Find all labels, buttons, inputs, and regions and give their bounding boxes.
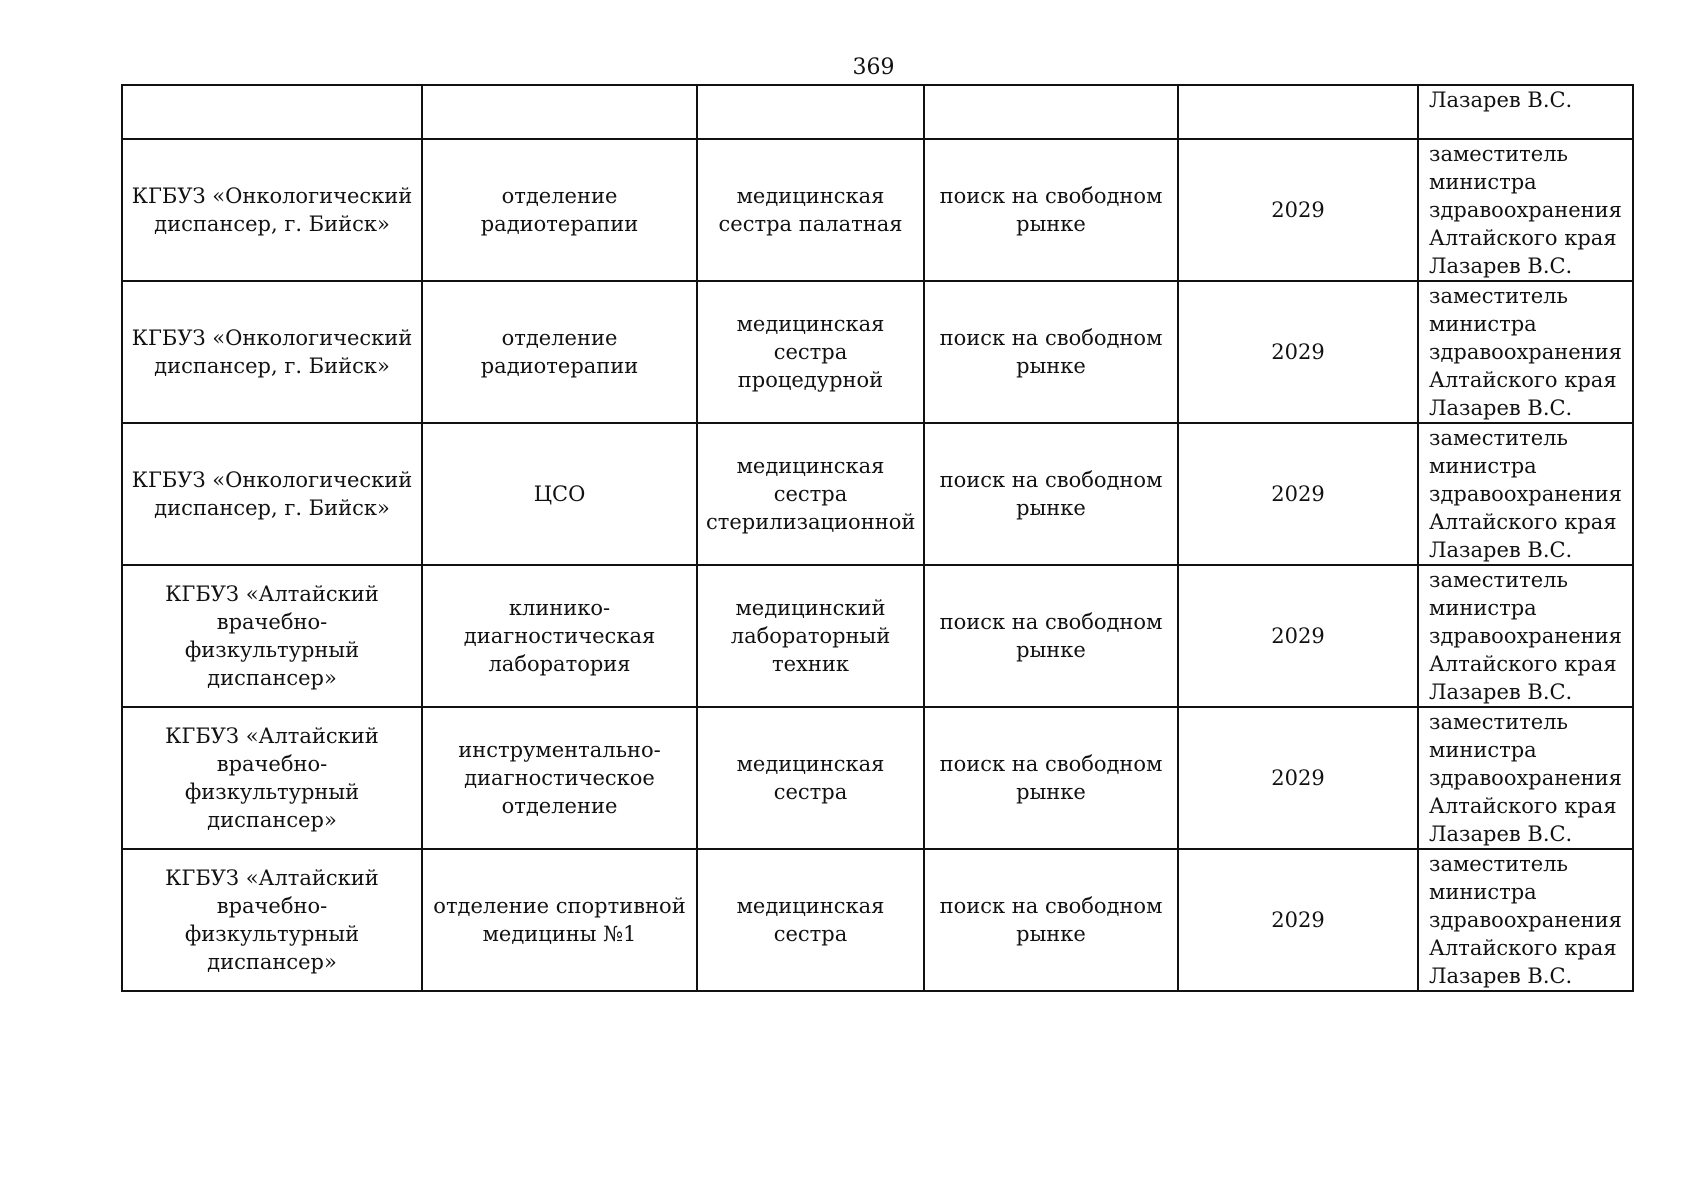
position-line: техник bbox=[771, 652, 849, 676]
signatory-line: заместитель bbox=[1429, 710, 1568, 734]
department-cell bbox=[422, 139, 697, 281]
department-line: клинико- bbox=[508, 596, 611, 620]
year-cell: 2029 bbox=[1178, 139, 1418, 281]
organization-line: КГБУЗ «Алтайский bbox=[165, 866, 379, 890]
position-cell bbox=[697, 281, 924, 423]
method-cell bbox=[924, 423, 1178, 565]
department-cell bbox=[422, 281, 697, 423]
signatory-line: здравоохранения bbox=[1429, 908, 1622, 932]
position-line: медицинская bbox=[736, 454, 885, 478]
position-line: медицинская bbox=[736, 312, 885, 336]
table-row bbox=[122, 281, 1633, 423]
year-cell: 2029 bbox=[1178, 281, 1418, 423]
organization-line: КГБУЗ «Алтайский bbox=[165, 724, 379, 748]
department-line: ЦСО bbox=[533, 482, 586, 506]
department-line: радиотерапии bbox=[480, 212, 639, 236]
department-line: отделение спортивной bbox=[433, 894, 686, 918]
method-cell bbox=[924, 849, 1178, 991]
signatory-line: заместитель bbox=[1429, 568, 1568, 592]
table-row bbox=[122, 707, 1633, 849]
organization-cell bbox=[122, 85, 422, 139]
signatory-line: Лазарев В.С. bbox=[1429, 538, 1573, 562]
signatory-line: министра bbox=[1429, 454, 1537, 478]
organization-line: диспансер» bbox=[207, 808, 337, 832]
position-cell bbox=[697, 423, 924, 565]
organization-line: диспансер, г. Бийск» bbox=[154, 496, 390, 520]
organization-line: КГБУЗ «Онкологический bbox=[131, 326, 413, 350]
position-line: медицинская bbox=[736, 752, 885, 776]
signatory-cell bbox=[1418, 849, 1633, 991]
year-cell: 2029 bbox=[1178, 423, 1418, 565]
signatory-line: заместитель bbox=[1429, 852, 1568, 876]
position-line: стерилизационной bbox=[706, 510, 916, 534]
department-line: диагностическое bbox=[464, 766, 655, 790]
table-row bbox=[122, 139, 1633, 281]
signatory-line: здравоохранения bbox=[1429, 198, 1622, 222]
organization-line: врачебно-физкультурный bbox=[184, 894, 360, 946]
signatory-line: Алтайского края bbox=[1429, 936, 1617, 960]
signatory-line: министра bbox=[1429, 312, 1537, 336]
method-cell bbox=[924, 707, 1178, 849]
signatory-cell bbox=[1418, 139, 1633, 281]
organization-line: диспансер» bbox=[207, 950, 337, 974]
department-line: лаборатория bbox=[488, 652, 631, 676]
signatory-cell: Лазарев В.С. bbox=[1418, 85, 1633, 139]
organization-cell bbox=[122, 849, 422, 991]
organization-cell bbox=[122, 707, 422, 849]
signatory-line: министра bbox=[1429, 738, 1537, 762]
method-line: поиск на свободном bbox=[939, 468, 1163, 492]
position-line: сестра bbox=[773, 482, 848, 506]
method-line: поиск на свободном bbox=[939, 184, 1163, 208]
position-line: сестра bbox=[773, 922, 848, 946]
method-line: рынке bbox=[1016, 922, 1086, 946]
organization-cell bbox=[122, 565, 422, 707]
organization-line: диспансер, г. Бийск» bbox=[154, 212, 390, 236]
method-cell bbox=[924, 565, 1178, 707]
method-line: поиск на свободном bbox=[939, 610, 1163, 634]
signatory-line: министра bbox=[1429, 170, 1537, 194]
department-cell bbox=[422, 423, 697, 565]
method-line: рынке bbox=[1016, 780, 1086, 804]
page-number: 369 bbox=[852, 55, 895, 80]
signatory-line: Лазарев В.С. bbox=[1429, 680, 1573, 704]
signatory-line: министра bbox=[1429, 880, 1537, 904]
signatory-line: здравоохранения bbox=[1429, 482, 1622, 506]
signatory-cell bbox=[1418, 565, 1633, 707]
signatory-line: министра bbox=[1429, 596, 1537, 620]
signatory-line: Алтайского края bbox=[1429, 226, 1617, 250]
position-line: сестра bbox=[773, 340, 848, 364]
position-cell bbox=[697, 85, 924, 139]
method-line: поиск на свободном bbox=[939, 752, 1163, 776]
table-row bbox=[122, 565, 1633, 707]
signatory-cell bbox=[1418, 281, 1633, 423]
table-row bbox=[122, 423, 1633, 565]
position-line: лабораторный bbox=[730, 624, 891, 648]
signatory-line: Лазарев В.С. bbox=[1429, 396, 1573, 420]
department-line: отделение bbox=[501, 794, 618, 818]
method-line: рынке bbox=[1016, 354, 1086, 378]
table-row bbox=[122, 849, 1633, 991]
method-line: рынке bbox=[1016, 638, 1086, 662]
signatory-line: Алтайского края bbox=[1429, 510, 1617, 534]
signatory-line: заместитель bbox=[1429, 284, 1568, 308]
department-line: отделение bbox=[501, 184, 618, 208]
position-cell bbox=[697, 707, 924, 849]
organization-cell bbox=[122, 139, 422, 281]
department-line: медицины №1 bbox=[482, 922, 637, 946]
organization-line: врачебно-физкультурный bbox=[184, 752, 360, 804]
department-line: диагностическая bbox=[463, 624, 656, 648]
year-cell: 2029 bbox=[1178, 707, 1418, 849]
department-line: радиотерапии bbox=[480, 354, 639, 378]
position-line: сестра bbox=[773, 780, 848, 804]
position-cell bbox=[697, 139, 924, 281]
position-cell bbox=[697, 565, 924, 707]
department-cell bbox=[422, 707, 697, 849]
organization-line: врачебно-физкультурный bbox=[184, 610, 360, 662]
position-line: медицинская bbox=[736, 894, 885, 918]
year-cell: 2029 bbox=[1178, 849, 1418, 991]
signatory-line: Лазарев В.С. bbox=[1429, 964, 1573, 988]
staffing-table bbox=[121, 84, 1634, 992]
department-cell bbox=[422, 565, 697, 707]
department-cell bbox=[422, 85, 697, 139]
position-cell bbox=[697, 849, 924, 991]
organization-line: КГБУЗ «Алтайский bbox=[165, 582, 379, 606]
method-line: рынке bbox=[1016, 212, 1086, 236]
organization-cell bbox=[122, 423, 422, 565]
method-line: рынке bbox=[1016, 496, 1086, 520]
method-line: поиск на свободном bbox=[939, 894, 1163, 918]
method-line: поиск на свободном bbox=[939, 326, 1163, 350]
method-cell bbox=[924, 139, 1178, 281]
organization-line: КГБУЗ «Онкологический bbox=[131, 468, 413, 492]
signatory-line: здравоохранения bbox=[1429, 340, 1622, 364]
organization-line: диспансер, г. Бийск» bbox=[154, 354, 390, 378]
department-line: отделение bbox=[501, 326, 618, 350]
signatory-line: Лазарев В.С. bbox=[1429, 254, 1573, 278]
signatory-line: здравоохранения bbox=[1429, 624, 1622, 648]
signatory-cell bbox=[1418, 707, 1633, 849]
signatory-line: заместитель bbox=[1429, 426, 1568, 450]
department-line: инструментально- bbox=[458, 738, 661, 762]
signatory-line: заместитель bbox=[1429, 142, 1568, 166]
position-line: сестра палатная bbox=[718, 212, 903, 236]
year-cell bbox=[1178, 85, 1418, 139]
signatory-line: Алтайского края bbox=[1429, 652, 1617, 676]
year-cell: 2029 bbox=[1178, 565, 1418, 707]
position-line: медицинская bbox=[736, 184, 885, 208]
position-line: процедурной bbox=[737, 368, 884, 392]
signatory-line: Лазарев В.С. bbox=[1429, 822, 1573, 846]
signatory-cell bbox=[1418, 423, 1633, 565]
signatory-line: Алтайского края bbox=[1429, 794, 1617, 818]
organization-line: диспансер» bbox=[207, 666, 337, 690]
method-cell bbox=[924, 281, 1178, 423]
signatory-line: здравоохранения bbox=[1429, 766, 1622, 790]
table-row-continuation bbox=[122, 85, 1633, 139]
organization-cell bbox=[122, 281, 422, 423]
position-line: медицинский bbox=[735, 596, 886, 620]
department-cell bbox=[422, 849, 697, 991]
method-cell bbox=[924, 85, 1178, 139]
organization-line: КГБУЗ «Онкологический bbox=[131, 184, 413, 208]
signatory-line: Алтайского края bbox=[1429, 368, 1617, 392]
